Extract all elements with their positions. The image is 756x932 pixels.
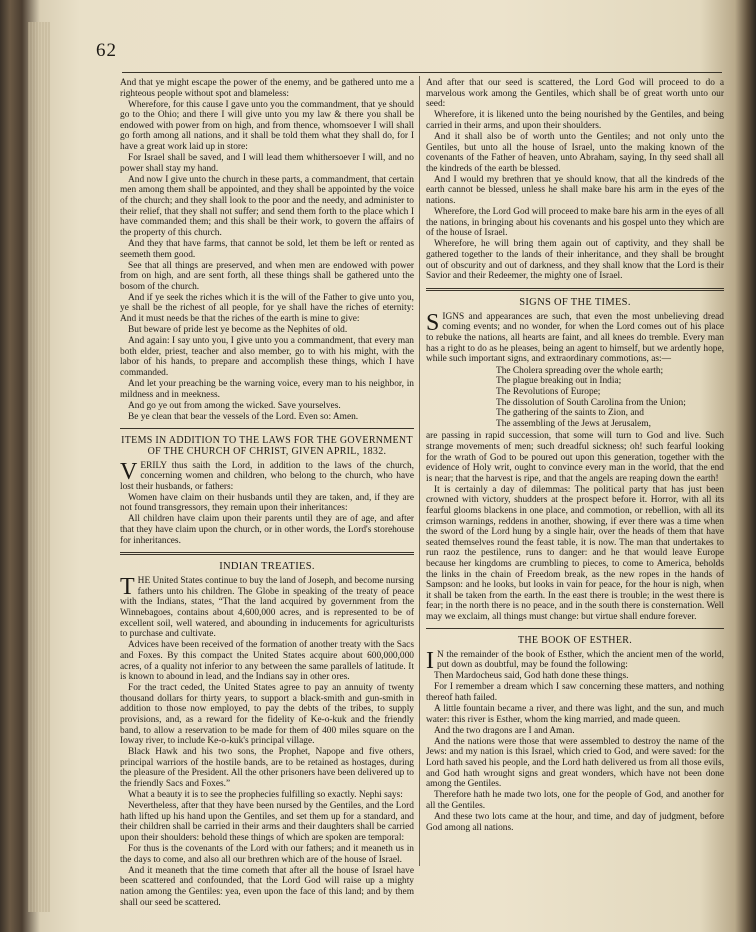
section-rule (120, 552, 414, 555)
right-column (426, 78, 724, 834)
paragraph: Wherefore, he will bring them again out of captivity, and they shall be gathered together to the lands of their inheritance, and they shall be brought out of obscurity and out of darkness, and they shall know that the Lord is their Savior and their Redeemer, the mighty one of Israel. (426, 239, 724, 282)
section-rule (426, 288, 724, 291)
signs-heading: SIGNS OF THE TIMES. (519, 296, 631, 308)
paragraph: And again: I say unto you, I give unto you a commandment, that every man both elder, priest, teacher and also member, go to with his might, with the labor of his hands, to prepare and accomplish these things, which I have commanded. (120, 336, 414, 379)
paragraph: For the tract ceded, the United States agree to pay an annuity of twenty thousand dollars for thirty years, to support a black-smith and gun-smith in addition to those now employed, to pay the debts of the tribes, to supply provisions, and, as a reward for the fidelity of Ke-o-kuk and the friendly band, to allow a reservation to be made for them of 400 miles square on the Ioway river, to include Ke-o-kuk's principal village. (120, 683, 414, 747)
page-edges (28, 22, 50, 912)
indian-first-paragraph (120, 576, 414, 640)
list-item: The Cholera spreading over the whole earth; (496, 365, 664, 376)
left-column (120, 78, 414, 909)
paragraph-text: IGNS and appearances are such, that even the most unbelieving dread coming events; and no wonder, for when the Lord comes out of his place to rebuke the nations, all hearts are faint, and all knees do tremble. Every man has a right to do as he pleases, being an agent to himself, but we ardently hope, while such important signs, and extraordinary commotions, as:— (426, 311, 724, 365)
paragraph: For Israel shall be saved, and I will lead them whithersoever I will, and no power shall stay my hand. (120, 153, 414, 174)
paragraph: Black Hawk and his two sons, the Prophet, Napope and five others, principal warriors of the hostile bands, are to be retained as hostages, during the pleasure of the President. All the other prisoners have been delivered up to the friendly Sacs and Foxes.” (120, 747, 414, 790)
paragraph: And it shall also be of worth unto the Gentiles; and not only unto the Gentiles, but unto all the house of Israel, unto the making known of the covenants of the Father of heaven, unto Abraham, saying, In thy seed shall all the kindreds of the earth be blessed. (426, 131, 724, 174)
paragraph: And the nations were those that were assembled to destroy the name of the Jews: and my nation is this Israel, which cried to God, and were saved: for the Lord hath saved his people, and the Lord hath delivered us from all those evils, and God hath wrought signs and great wonders, which have not been done among the Gentiles. (426, 736, 724, 790)
drop-cap: T (120, 574, 135, 601)
paragraph: For thus is the covenants of the Lord with our fathers; and it meaneth us in the days to come, and also all our brethren which are of the house of Israel. (120, 844, 414, 865)
list-item: The assembling of the Jews at Jerusalem, (496, 418, 651, 429)
paragraph: And these two lots came at the hour, and time, and day of judgment, before God among all nations. (426, 811, 724, 833)
paragraph: And now I give unto the church in these parts, a commandment, that certain men among them shall be appointed, and they shall be appointed by the voice of the church; and they shall look to the poor and the needy, and administer to their relief, that they shall not suffer; and send them forth to the place which I have commanded them; and this shall be their work, to govern the affairs of the property of this church. (120, 174, 414, 238)
paragraph: And it meaneth that the time cometh that after all the house of Israel have been scattered and confounded, that the Lord God will raise up a mighty nation among the Gentiles: yea, even upon the face of this land; and by them shall our seed be scattered. (120, 865, 414, 908)
paragraph: Be ye clean that bear the vessels of the Lord. Even so: Amen. (128, 411, 359, 422)
paragraph: Nevertheless, after that they have been nursed by the Gentiles, and the Lord hath lifted up his hand upon the Gentiles, and set them up for a standard, and their children shall be carried in their arms and their daughters shall be carried upon their shoulders: behold these things of which are spoken are temporal: (120, 801, 414, 843)
paragraph: It is certainly a day of dilemmas: The political party that has just been crowned with victory, shudders at the prospect before it. Horror, with all its fearful glooms blackens in one place, and commotion, or rebellion, with all its crimson warnings, reddens in another, showing, if ever there was a time when the sword of the Lord hung by a single hair, over the heads of them that have seated themselves round the feast table, it is now. The man that undertakes to run raoz the pestilence, runs to danger: and he that would leave Europe because her kingdoms are crumbling to pieces, to come to America, beholds the links in the chain of Freedom break, as the new ropes in the hands of Sampson: and he looks, but looks in vain for peace, for the hour is nigh, when it shall be taken from the earth. In the east there is trouble; in the west there is fear; in the north there is no peace, and in the south there is consternation. Well may we exclaim, all things must change: but virtue shall endure forever. (426, 484, 724, 622)
esther-first-paragraph (426, 647, 724, 674)
list-item: The dissolution of South Carolina from the Union; (496, 397, 686, 408)
section-rule (426, 628, 724, 629)
paragraph-text: HE United States continue to buy the land of Joseph, and become nursing fathers unto his children. The Globe in speaking of the treaty of peace with the Indians, states, “That the land acquired by government from the Winnebagoes, contains about 4,600,000 acres, and is represented to be of excellent soil, well watered, and abounding in inducements for agriculturists to purchase and cultivate. (120, 576, 414, 640)
paragraph: are passing in rapid succession, that some will turn to God and live. Such strange movements of men; such dreadful sickness; oh! such fearful looking for the wrath of God to be poured out upon this generation, together with the evidence of Holy writ, ought to convince every man in the world, that the end is near; that the harvest is ripe, and that the angels are reaping down the earth! (426, 431, 724, 484)
paragraph: Therefore hath he made two lots, one for the people of God, and another for all the Gentiles. (426, 790, 724, 811)
esther-heading: THE BOOK OF ESTHER. (517, 634, 633, 646)
paragraph-text: ERILY thus saith the Lord, in addition to the laws of the church, concerning women and children, who belong to the church, who have lost their husbands, or fathers: (120, 460, 414, 492)
list-item: The Revolutions of Europe; (496, 386, 601, 397)
drop-cap: I (426, 647, 434, 674)
paragraph: Advices have been received of the formation of another treaty with the Sacs and Foxes. By this compact the United States acquire about 600,000,000 acres, of a quality not inferior to any between the same parallels of latitude. It is known to abound in lead, and the Indians say in other ores. (120, 640, 414, 683)
list-item: The gathering of the saints to Zion, and (496, 408, 644, 419)
paragraph: Then Mardocheus said, God hath done these things. (434, 671, 629, 682)
paragraph-text: N the remainder of the book of Esther, which the ancient men of the world, put down as doubtful, may be found the following: (437, 649, 724, 671)
drop-cap: V (120, 458, 138, 485)
items-heading: ITEMS IN ADDITION TO THE LAWS FOR THE GOVERNMENT OF THE CHURCH OF CHRIST, GIVEN APRIL, 1832. (121, 434, 413, 457)
paragraph: All children have claim upon their parents until they are of age, and after that they have claim upon the church, or in other words, the Lord's storehouse for inheritances. (120, 514, 414, 546)
paragraph: A little fountain became a river, and there was light, and the sun, and much water: this river is Esther, whom the king married, and made queen. (426, 703, 724, 725)
paragraph: And they that have farms, that cannot be sold, let them be left or rented as seemeth them good. (120, 238, 414, 260)
column-divider (419, 76, 420, 866)
paragraph: For I remember a dream which I saw concerning these matters, and nothing thereof hath failed. (426, 682, 724, 703)
paragraph: And after that our seed is scattered, the Lord God will proceed to do a marvelous work among the Gentiles, which shall be of great worth unto our seed: (426, 78, 724, 110)
list-item: The plague breaking out in India; (496, 376, 622, 387)
paragraph: But beware of pride lest ye become as the Nephites of old. (128, 325, 348, 336)
signs-first-paragraph (426, 309, 724, 365)
drop-cap: S (426, 309, 440, 336)
paragraph: Wherefore, the Lord God will proceed to make bare his arm in the eyes of all the nations, in bringing about his covenants and his gospel unto they which are of the house of Israel. (426, 207, 724, 239)
paragraph: And I would my brethren that ye should know, that all the kindreds of the earth cannot be blessed, unless he shall make bare his arm in the eyes of the nations. (426, 174, 724, 207)
paragraph: What a beauty it is to see the prophecies fulfilling so exactly. Nephi says: (128, 790, 403, 801)
paragraph: See that all things are preserved, and when men are endowed with power from on high, and are sent forth, all these things shall be gathered unto the bosom of the church. (120, 260, 414, 292)
indian-treaties-heading: INDIAN TREATIES. (219, 561, 315, 573)
items-first-paragraph (120, 458, 414, 493)
page-number: 62 (96, 40, 117, 61)
paragraph: Women have claim on their husbands until they are taken, and, if they are not found transgressors, they remain upon their inheritances: (120, 492, 414, 514)
paragraph: Wherefore, it is likened unto the being nourished by the Gentiles, and being carried in their arms, and upon their shoulders. (426, 110, 724, 131)
signs-list (496, 366, 724, 430)
paragraph: Wherefore, for this cause I gave unto you the commandment, that ye should go to the Ohio; and there I will give unto you my law & there you shall be endowed with power from on high, and from thence, whomsoever I will shall go forth among all nations, and it shall be told them what they shall do, for I have a great work laid up in store: (120, 99, 414, 153)
paragraph: And the two dragons are I and Aman. (434, 725, 575, 736)
paragraph: And let your preaching be the warning voice, every man to his neighbor, in mildness and in meekness. (120, 379, 414, 400)
paragraph: And go ye out from among the wicked. Save yourselves. (128, 400, 341, 411)
page (74, 26, 724, 916)
header-rule (122, 72, 722, 73)
section-rule (120, 428, 414, 429)
paragraph: And if ye seek the riches which it is the will of the Father to give unto you, ye shall be the richest of all people, for ye shall have the riches of eternity: And it must needs be that the riches of the earth is mine to give: (120, 292, 414, 325)
paragraph: And that ye might escape the power of the enemy, and be gathered unto me a righteous people without spot and blameless: (120, 78, 414, 99)
